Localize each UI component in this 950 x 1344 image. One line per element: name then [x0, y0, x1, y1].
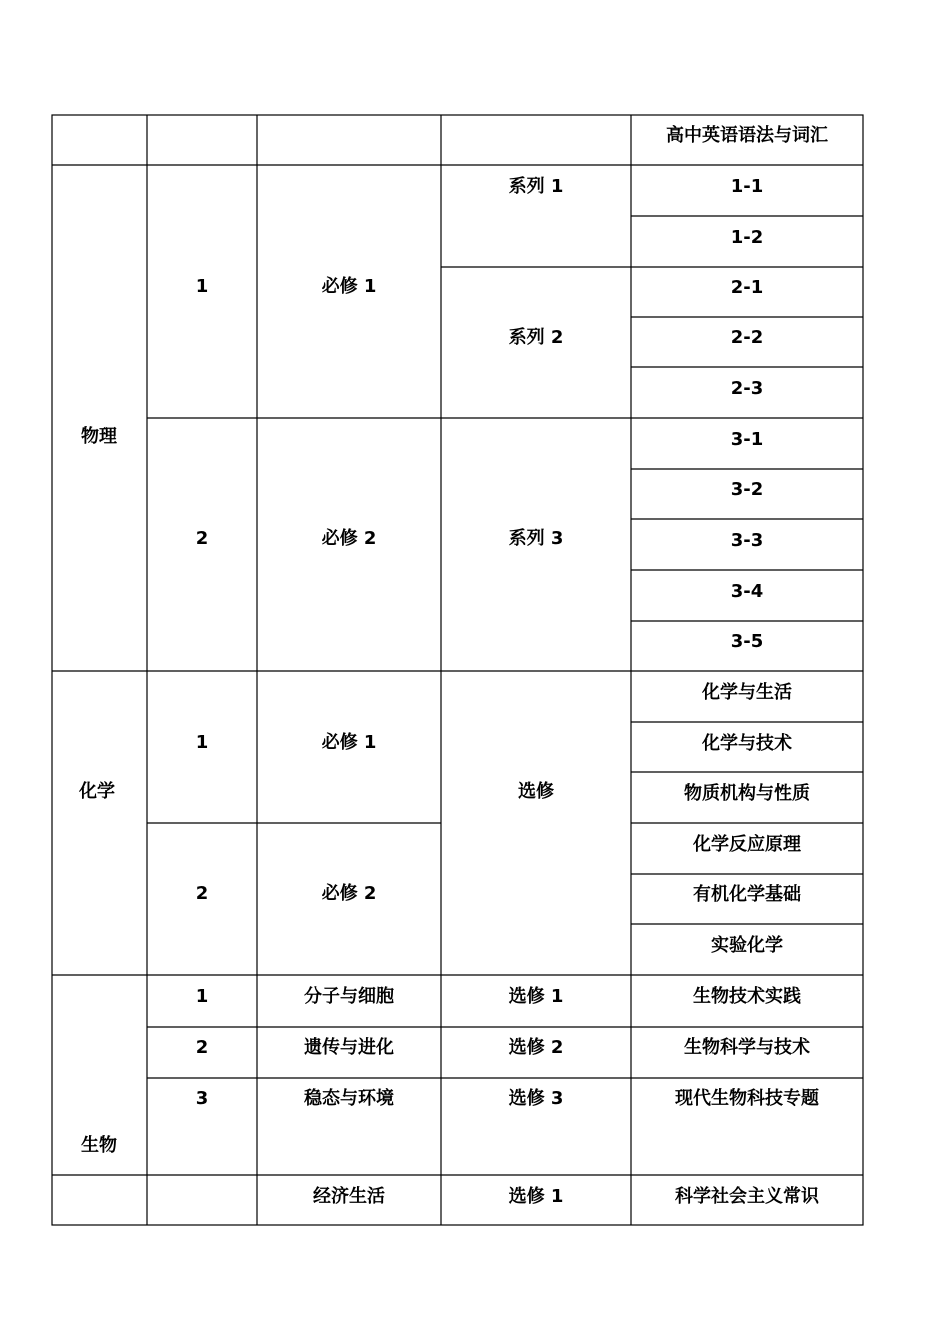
physics-series-2: 系列 2 — [508, 327, 564, 348]
physics-item: 2-3 — [730, 378, 764, 399]
biology-row-required: 稳态与环境 — [304, 1088, 394, 1109]
chemistry-group-1-required: 必修 1 — [321, 732, 377, 753]
chemistry-elective: 选修 — [518, 781, 554, 802]
physics-series-1: 系列 1 — [508, 176, 564, 197]
physics-item: 1-1 — [730, 176, 764, 197]
chemistry-item: 有机化学基础 — [693, 884, 801, 905]
biology-row-topic: 生物技术实践 — [693, 986, 801, 1007]
biology-row-required: 分子与细胞 — [304, 986, 394, 1007]
biology-row-num: 2 — [195, 1037, 209, 1058]
physics-item: 2-1 — [730, 277, 764, 298]
biology-row-num: 3 — [195, 1088, 209, 1109]
biology-row-topic: 生物科学与技术 — [684, 1037, 810, 1058]
physics-item: 1-2 — [730, 227, 764, 248]
biology-row-elective: 选修 3 — [508, 1088, 564, 1109]
subject-chemistry: 化学 — [79, 781, 115, 802]
physics-item: 3-5 — [730, 631, 764, 652]
biology-row-topic: 现代生物科技专题 — [675, 1088, 819, 1109]
chemistry-item: 物质机构与性质 — [684, 783, 810, 804]
physics-group-1-required: 必修 1 — [321, 276, 377, 297]
chemistry-group-1-num: 1 — [195, 732, 209, 753]
physics-group-2-required: 必修 2 — [321, 528, 377, 549]
chemistry-group-2-num: 2 — [195, 883, 209, 904]
chemistry-item: 化学反应原理 — [693, 834, 801, 855]
chemistry-item: 化学与技术 — [702, 733, 792, 754]
header-col5: 高中英语语法与词汇 — [666, 125, 828, 146]
physics-item: 3-1 — [730, 429, 764, 450]
biology-row-elective: 选修 2 — [508, 1037, 564, 1058]
chemistry-item: 实验化学 — [711, 935, 783, 956]
physics-item: 3-2 — [730, 479, 764, 500]
physics-group-2-num: 2 — [195, 528, 209, 549]
subject-physics: 物理 — [81, 426, 117, 447]
physics-group-1-num: 1 — [195, 276, 209, 297]
physics-series-3: 系列 3 — [508, 528, 564, 549]
chemistry-group-2-required: 必修 2 — [321, 883, 377, 904]
physics-item: 2-2 — [730, 327, 764, 348]
last-row-topic: 科学社会主义常识 — [675, 1186, 819, 1207]
last-row-required: 经济生活 — [313, 1186, 385, 1207]
biology-row-required: 遗传与进化 — [304, 1037, 394, 1058]
physics-item: 3-3 — [730, 530, 764, 551]
chemistry-item: 化学与生活 — [702, 682, 792, 703]
biology-row-elective: 选修 1 — [508, 986, 564, 1007]
subject-biology: 生物 — [81, 1135, 117, 1156]
physics-item: 3-4 — [730, 581, 764, 602]
last-row-elective: 选修 1 — [508, 1186, 564, 1207]
biology-row-num: 1 — [195, 986, 209, 1007]
